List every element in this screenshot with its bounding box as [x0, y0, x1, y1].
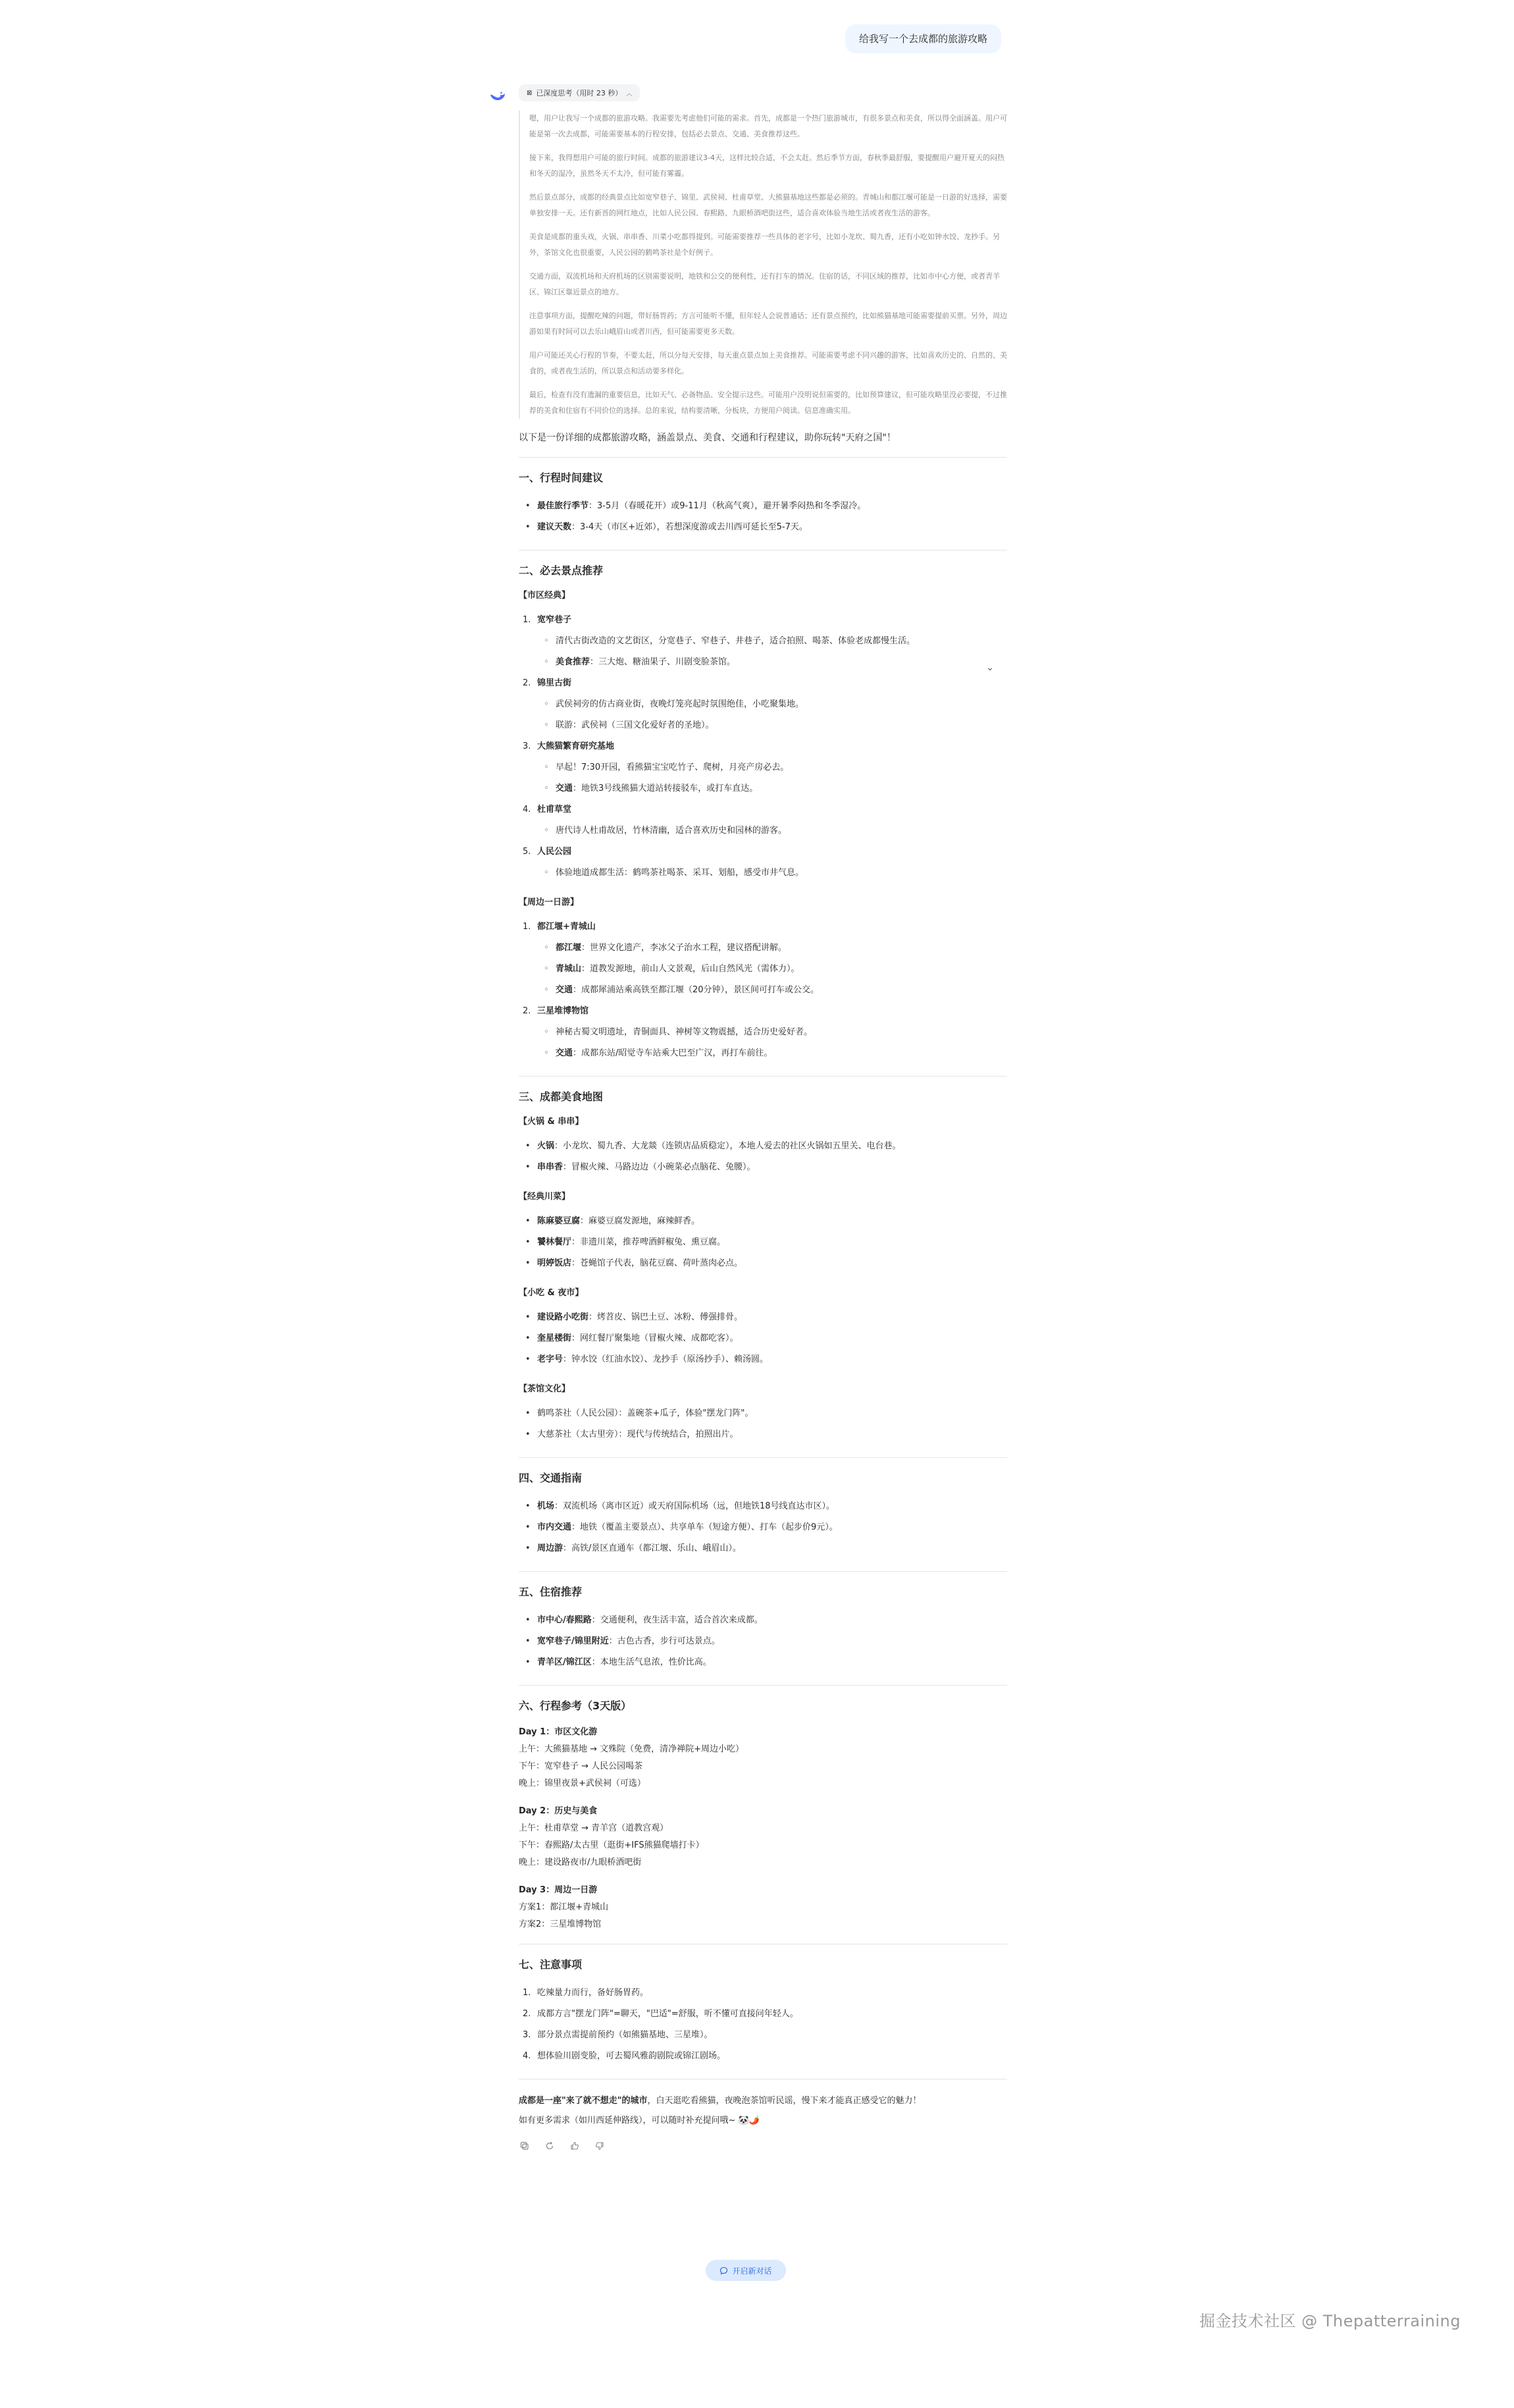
section-title: 四、交通指南	[519, 1472, 583, 1484]
list-item: • 串串香：冒椒火辣、马路边边（小碗菜必点脑花、兔腰）。	[519, 1157, 1007, 1178]
list-item: 4. 杜甫草堂 ◦ 唐代诗人杜甫故居，竹林清幽，适合喜欢历史和园林的游客。	[519, 799, 1007, 842]
divider	[519, 1571, 1007, 1572]
subsection-title: 【市区经典】	[519, 591, 571, 601]
bullet-list	[519, 1610, 1007, 1673]
new-chat-label: 开启新对话	[732, 2266, 772, 2276]
thinking-paragraph: 注意事项方面，提醒吃辣的问题，带好肠胃药；方言可能听不懂，但年轻人会说普通话；还有景点预约，比如熊猫基地可能需要提前买票。另外，周边游如果有时间可以去乐山峨眉山或者川西，但可能需要更多天数。	[529, 311, 1007, 336]
thinking-icon: ⊠	[527, 89, 533, 97]
list-item: • 明婷饭店：苍蝇馆子代表，脑花豆腐、荷叶蒸肉必点。	[519, 1253, 1007, 1274]
section-title: 六、行程参考（3天版）	[519, 1699, 632, 1712]
list-item: • 市内交通：地铁（覆盖主要景点）、共享单车（短途方便）、打车（起步价9元）。	[519, 1517, 1007, 1538]
list-item: • 饕林餐厅：非遗川菜，推荐啤酒鲜椒兔、熏豆腐。	[519, 1232, 1007, 1253]
sub-item: ◦ 早起！7:30开园，看熊猫宝宝吃竹子、爬树，月亮产房必去。	[537, 757, 1007, 778]
divider	[519, 457, 1007, 458]
list-item: 4. 想体验川剧变脸，可去蜀风雅韵剧院或锦江剧场。	[523, 2051, 726, 2061]
sub-item: ◦ 交通：成都东站/昭觉寺车站乘大巴至广汉，再打车前往。	[537, 1043, 1007, 1064]
sub-item: ◦ 都江堰：世界文化遗产，李冰父子治水工程，建议搭配讲解。	[537, 938, 1007, 959]
chevron-down-icon[interactable]: ⌄	[986, 662, 994, 673]
whale-logo-icon	[489, 89, 506, 103]
thinking-paragraph: 接下来，我得想用户可能的旅行时间。成都的旅游建议3-4天，这样比较合适，不会太赶。然后季节方面，春秋季最舒服，要提醒用户避开夏天的闷热和冬天的湿冷，虽然冬天不太冷，但可能有雾霾。	[529, 153, 1005, 178]
intro-text: 以下是一份详细的成都旅游攻略，涵盖景点、美食、交通和行程建议，助你玩转"天府之国"！	[519, 433, 896, 443]
thumbs-up-icon[interactable]	[569, 2140, 581, 2152]
outro-text: 成都是一座"来了就不想走"的城市，白天逛吃看熊猫，夜晚泡茶馆听民谣，慢下来才能真正感受它的魅力！	[519, 2096, 922, 2106]
sub-item: ◦ 青城山：道教发源地，前山人文景观，后山自然风光（需体力）。	[537, 959, 1007, 980]
thinking-paragraph: 交通方面，双流机场和天府机场的区别需要说明，地铁和公交的便利性，还有打车的情况。住宿的话，不同区域的推荐，比如市中心方便，或者青羊区、锦江区靠近景点的地方。	[529, 272, 1000, 296]
divider	[519, 1457, 1007, 1458]
list-item: 1. 都江堰+青城山 ◦ 都江堰：世界文化遗产，李冰父子治水工程，建议搭配讲解。 ◦ 青城山：道教发源地，前山人文景观，后山自然风光（需体力）。 ◦ 交通：成都犀浦站乘高铁至都江堰（20分钟），景区间可打车或公交。	[519, 917, 1007, 1001]
list-item: • 市中心/春熙路：交通便利，夜生活丰富，适合首次来成都。	[519, 1610, 1007, 1631]
day-heading: Day 2：历史与美食	[519, 1806, 598, 1816]
list-item: 1. 宽窄巷子 ◦ 清代古街改造的文艺街区，分宽巷子、窄巷子、井巷子，适合拍照、喝茶、体验老成都慢生活。 ◦ 美食推荐：三大炮、糖油果子、川剧变脸茶馆。	[519, 610, 1007, 673]
section-title: 五、住宿推荐	[519, 1586, 583, 1598]
day-line: 上午：大熊猫基地 → 文殊院（免费，清净禅院+周边小吃）	[519, 1744, 744, 1754]
bullet-list	[519, 1211, 1007, 1274]
list-item: 5. 人民公园 ◦ 体验地道成都生活：鹤鸣茶社喝茶、采耳、划船，感受市井气息。	[519, 842, 1007, 884]
bullet-list	[519, 1136, 1007, 1178]
day-line: 方案2：三星堆博物馆	[519, 1919, 602, 1929]
sub-item: ◦ 清代古街改造的文艺街区，分宽巷子、窄巷子、井巷子，适合拍照、喝茶、体验老成都慢生活。	[537, 631, 1007, 652]
list-item: • 宽窄巷子/锦里附近：古色古香，步行可达景点。	[519, 1631, 1007, 1652]
day-line: 方案1：都江堰+青城山	[519, 1902, 609, 1912]
refresh-icon[interactable]	[544, 2140, 556, 2152]
watermark: 掘金技术社区 @ Thepatterraining	[1199, 2312, 1461, 2330]
chevron-up-icon: ︿	[626, 90, 633, 97]
list-item: • 机场：双流机场（离市区近）或天府国际机场（远，但地铁18号线直达市区）。	[519, 1496, 1007, 1517]
message-actions	[519, 2140, 1007, 2152]
assistant-response	[519, 84, 1007, 2152]
numbered-list	[519, 1983, 1007, 2067]
user-message-bubble: 给我写一个去成都的旅游攻略	[845, 24, 1001, 53]
subsection-title: 【火锅 & 串串】	[519, 1117, 584, 1127]
day-line: 上午：杜甫草堂 → 青羊宫（道教宫观）	[519, 1823, 669, 1833]
list-item: • 周边游：高铁/景区直通车（都江堰、乐山、峨眉山）。	[519, 1538, 1007, 1559]
subsection-title: 【周边一日游】	[519, 897, 579, 907]
thinking-toggle-button[interactable]	[519, 84, 640, 101]
divider	[519, 1076, 1007, 1077]
new-chat-button[interactable]	[706, 2260, 786, 2281]
list-item: • 建设路小吃街：烤苕皮、锅巴土豆、冰粉、傅强排骨。	[519, 1307, 1007, 1328]
divider	[519, 1685, 1007, 1686]
list-item: • 火锅：小龙坎、蜀九香、大龙燚（连锁店品质稳定），本地人爱去的社区火锅如五里关、电台巷。	[519, 1136, 1007, 1157]
day-heading: Day 3：周边一日游	[519, 1885, 598, 1895]
subsection-title: 【茶馆文化】	[519, 1384, 571, 1394]
day-line: 下午：春熙路/太古里（逛街+IFS熊猫爬墙打卡）	[519, 1840, 704, 1850]
thinking-paragraph: 美食是成都的重头戏，火锅、串串香、川菜小吃都得提到。可能需要推荐一些具体的老字号，比如小龙坎、蜀九香，还有小吃如钟水饺、龙抄手。另外，茶馆文化也很重要，人民公园的鹤鸣茶社是个好例子。	[529, 232, 1000, 257]
bullet-list	[519, 1307, 1007, 1370]
numbered-list	[519, 610, 1007, 884]
list-item: • 老字号：钟水饺（红油水饺）、龙抄手（原汤抄手）、赖汤圆。	[519, 1349, 1007, 1370]
day-line: 晚上：锦里夜景+武侯祠（可选）	[519, 1779, 646, 1788]
list-item: 3. 大熊猫繁育研究基地 ◦ 早起！7:30开园，看熊猫宝宝吃竹子、爬树，月亮产房必去。 ◦ 交通：地铁3号线熊猫大道站转接驳车，或打车直达。	[519, 736, 1007, 799]
day-heading: Day 1：市区文化游	[519, 1727, 598, 1737]
outro-followup: 如有更多需求（如川西延伸路线），可以随时补充提问哦~ 🐼🌶️	[519, 2116, 760, 2126]
list-item: • 最佳旅行季节：3-5月（春暖花开）或9-11月（秋高气爽），避开暑季闷热和冬季湿冷。	[519, 496, 1007, 517]
day-line: 晚上：建设路夜市/九眼桥酒吧街	[519, 1858, 642, 1867]
thinking-paragraph: 用户可能还关心行程的节奏，不要太赶，所以分每天安排，每天重点景点加上美食推荐。可能需要考虑不同兴趣的游客，比如喜欢历史的、自然的、美食的，或者夜生活的，所以景点和活动要多样化。	[529, 351, 1007, 375]
bullet-list	[519, 496, 1007, 538]
copy-icon[interactable]	[519, 2140, 531, 2152]
list-item: • 建议天数：3-4天（市区+近郊），若想深度游或去川西可延长至5-7天。	[519, 517, 1007, 538]
bullet-list	[519, 1403, 1007, 1445]
sub-item: ◦ 神秘古蜀文明遗址，青铜面具、神树等文物震撼，适合历史爱好者。	[537, 1022, 1007, 1043]
list-item: 3. 部分景点需提前预约（如熊猫基地、三星堆）。	[523, 2030, 713, 2040]
sub-item: ◦ 唐代诗人杜甫故居，竹林清幽，适合喜欢历史和园林的游客。	[537, 820, 1007, 842]
sub-item: ◦ 武侯祠旁的仿古商业街，夜晚灯笼亮起时氛围绝佳，小吃聚集地。	[537, 694, 1007, 715]
list-item: 2. 锦里古街 ◦ 武侯祠旁的仿古商业街，夜晚灯笼亮起时氛围绝佳，小吃聚集地。 ◦ 联游：武侯祠（三国文化爱好者的圣地）。	[519, 673, 1007, 736]
list-item: 1. 吃辣量力而行，备好肠胃药。	[523, 1988, 649, 1998]
sub-item: ◦ 美食推荐：三大炮、糖油果子、川剧变脸茶馆。	[537, 652, 1007, 673]
thinking-paragraph: 然后景点部分，成都的经典景点比如宽窄巷子、锦里、武侯祠、杜甫草堂、大熊猫基地这些都是必须的。青城山和都江堰可能是一日游的好选择，需要单独安排一天。还有新晋的网红地点，比如人民公园、春熙路、九眼桥酒吧街这些，适合喜欢体验当地生活或者夜生活的游客。	[529, 193, 1007, 217]
list-item: 2. 三星堆博物馆 ◦ 神秘古蜀文明遗址，青铜面具、神树等文物震撼，适合历史爱好者。 ◦ 交通：成都东站/昭觉寺车站乘大巴至广汉，再打车前往。	[519, 1001, 1007, 1064]
day-plan	[519, 1724, 1007, 1792]
day-plan	[519, 1882, 1007, 1933]
thinking-content	[519, 111, 1007, 419]
list-item: 2. 成都方言"摆龙门阵"=聊天，"巴适"=舒服，听不懂可直接问年轻人。	[523, 2009, 798, 2019]
assistant-avatar	[488, 86, 508, 106]
new-chat-icon	[719, 2266, 728, 2275]
numbered-list	[519, 917, 1007, 1064]
day-plan	[519, 1803, 1007, 1871]
sub-item: ◦ 体验地道成都生活：鹤鸣茶社喝茶、采耳、划船，感受市井气息。	[537, 863, 1007, 884]
list-item: • 奎星楼街：网红餐厅聚集地（冒椒火辣、成都吃客）。	[519, 1328, 1007, 1349]
subsection-title: 【小吃 & 夜市】	[519, 1288, 584, 1298]
list-item: • 青羊区/锦江区：本地生活气息浓，性价比高。	[519, 1652, 1007, 1673]
list-item: • 陈麻婆豆腐：麻婆豆腐发源地，麻辣鲜香。	[519, 1211, 1007, 1232]
bullet-list	[519, 1496, 1007, 1559]
subsection-title: 【经典川菜】	[519, 1192, 571, 1202]
thinking-label: 已深度思考（用时 23 秒）	[536, 89, 623, 97]
sub-item: ◦ 交通：地铁3号线熊猫大道站转接驳车，或打车直达。	[537, 778, 1007, 799]
list-item: • 鹤鸣茶社（人民公园）：盖碗茶+瓜子，体验"摆龙门阵"。	[519, 1403, 1007, 1424]
section-title: 二、必去景点推荐	[519, 564, 604, 577]
day-line: 下午：宽窄巷子 → 人民公园喝茶	[519, 1761, 643, 1771]
section-title: 七、注意事项	[519, 1958, 583, 1971]
thumbs-down-icon[interactable]	[594, 2140, 606, 2152]
thinking-paragraph: 最后，检查有没有遗漏的重要信息，比如天气、必备物品、安全提示这些。可能用户没明说但需要的，比如预算建议，但可能攻略里没必要提，不过推荐的美食和住宿有不同价位的选择。总的来说，结构要清晰，分板块，方便用户阅读。信息准确实用。	[529, 390, 1007, 415]
section-title: 三、成都美食地图	[519, 1090, 604, 1103]
thinking-paragraph: 嗯，用户让我写一个成都的旅游攻略。我需要先考虑他们可能的需求。首先，成都是一个热门旅游城市，有很多景点和美食，所以得全面涵盖。用户可能是第一次去成都，可能需要基本的行程安排，包括必去景点、交通、美食推荐这些。	[529, 114, 1007, 138]
section-title: 一、行程时间建议	[519, 471, 604, 484]
sub-item: ◦ 联游：武侯祠（三国文化爱好者的圣地）。	[537, 715, 1007, 736]
list-item: • 大慈茶社（太古里旁）：现代与传统结合，拍照出片。	[519, 1424, 1007, 1445]
sub-item: ◦ 交通：成都犀浦站乘高铁至都江堰（20分钟），景区间可打车或公交。	[537, 980, 1007, 1001]
